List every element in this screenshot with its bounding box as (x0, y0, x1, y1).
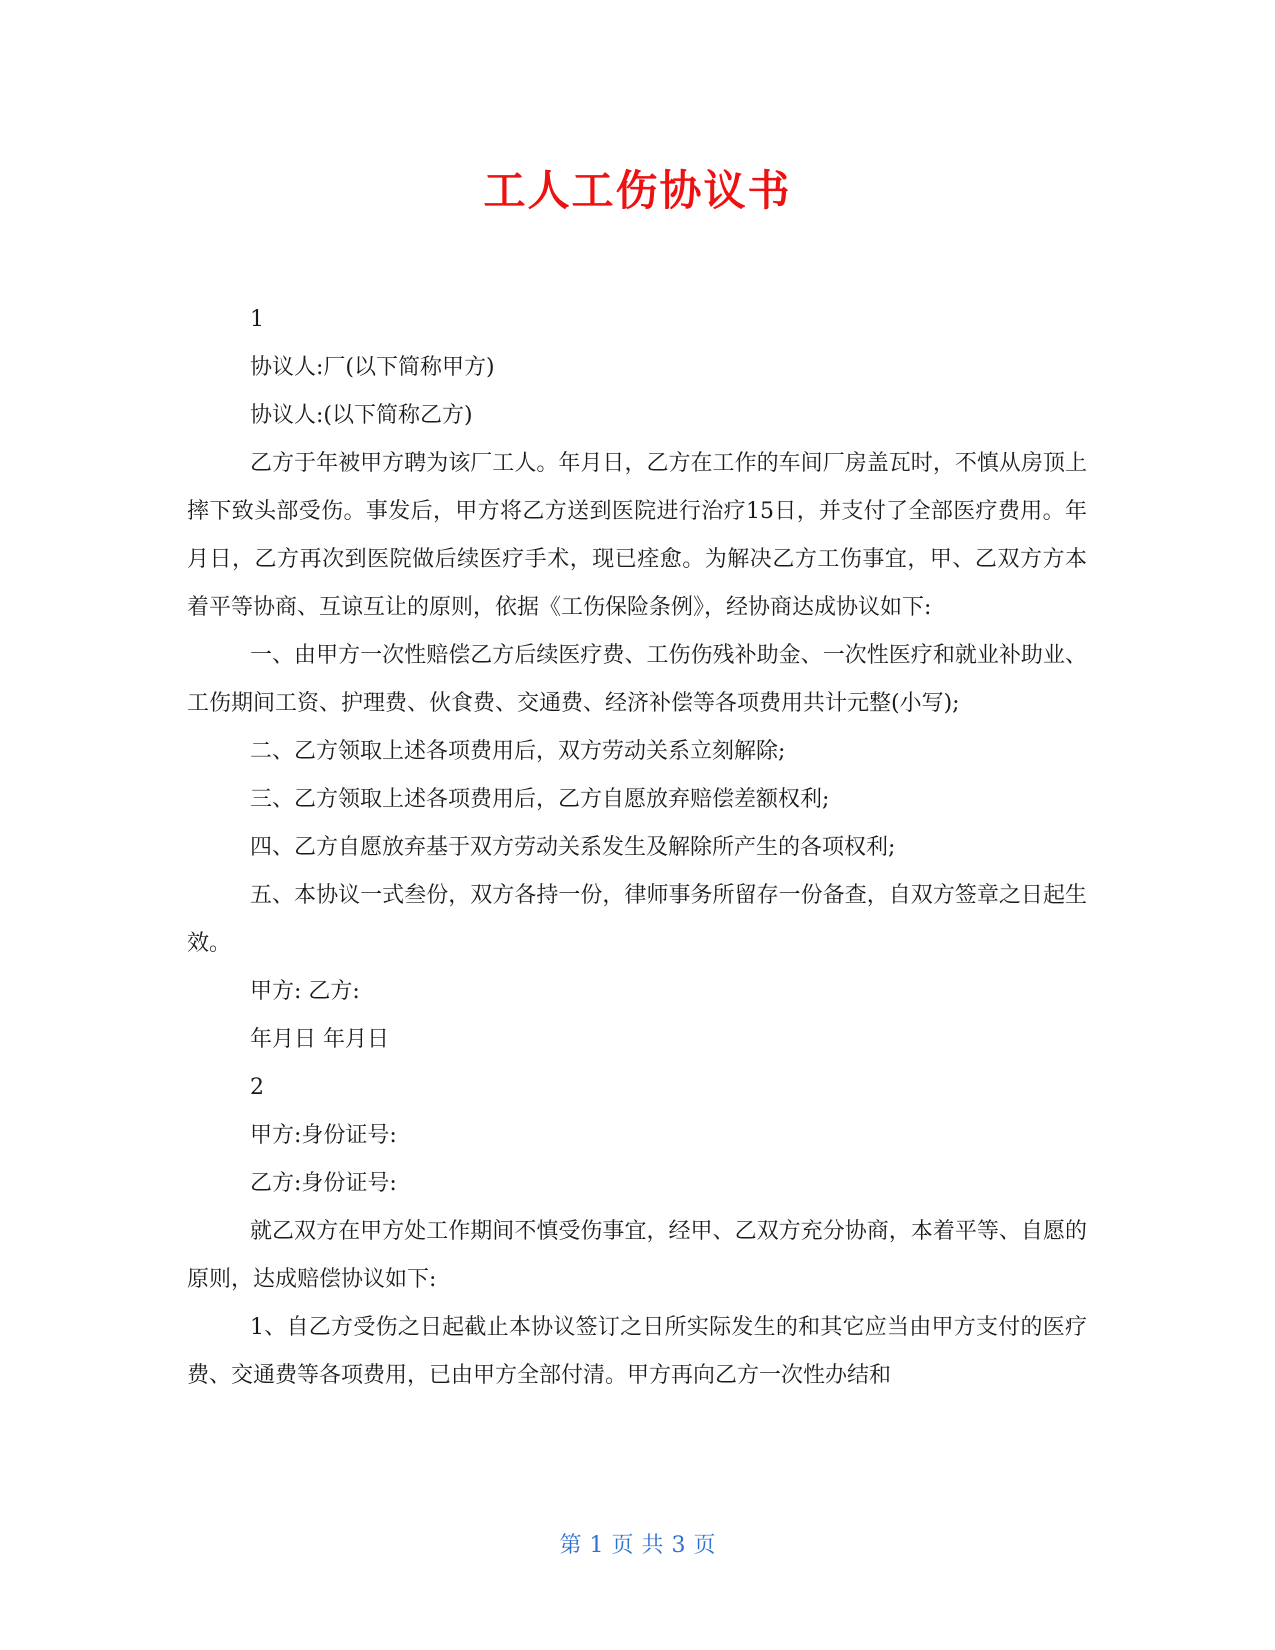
intro-paragraph: 就乙双方在甲方处工作期间不慎受伤事宜，经甲、乙双方充分协商，本着平等、自愿的原则，达成赔偿协议如下: (187, 1219, 1087, 1292)
footer-page-label: 第 (559, 1533, 582, 1558)
clause-2: 二、乙方领取上述各项费用后，双方劳动关系立刻解除; (250, 739, 786, 764)
clause-5: 五、本协议一式叁份，双方各持一份，律师事务所留存一份备查，自双方签章之日起生效。 (187, 883, 1087, 956)
party-a-line: 协议人:厂(以下简称甲方) (250, 355, 495, 380)
background-paragraph: 乙方于年被甲方聘为该厂工人。年月日，乙方在工作的车间厂房盖瓦时，不慎从房顶上摔下致头部受伤。事发后，甲方将乙方送到医院进行治疗15日，并支付了全部医疗费用。年月日，乙方再次到医院做后续医疗手术，现已痊愈。为解决乙方工伤事宜，甲、乙双方方本着平等协商、互谅互让的原则，依据《工伤保险条例》，经协商达成协议如下: (187, 451, 1087, 620)
signature-line: 甲方: 乙方: (250, 979, 360, 1004)
clause-3: 三、乙方领取上述各项费用后，乙方自愿放弃赔偿差额权利; (250, 787, 830, 812)
page-footer (0, 1528, 1275, 1559)
document-title: 工人工伤协议书 (483, 166, 792, 215)
footer-total-unit: 页 (693, 1533, 716, 1558)
party-a-id-line: 甲方:身份证号: (250, 1123, 397, 1148)
section-number: 2 (250, 1075, 264, 1100)
footer-page-unit: 页 (611, 1533, 634, 1558)
date-line: 年月日 年月日 (250, 1027, 389, 1052)
document-body (187, 296, 1087, 1400)
clause-1: 一、由甲方一次性赔偿乙方后续医疗费、工伤伤残补助金、一次性医疗和就业补助业、工伤期间工资、护理费、伙食费、交通费、经济补偿等各项费用共计元整(小写); (187, 643, 1087, 716)
section-number: 1 (250, 307, 264, 332)
footer-total-pages: 3 (671, 1533, 686, 1558)
clause-1: 1、自乙方受伤之日起截止本协议签订之日所实际发生的和其它应当由甲方支付的医疗费、交通费等各项费用，已由甲方全部付清。甲方再向乙方一次性办结和 (187, 1315, 1087, 1388)
clause-4: 四、乙方自愿放弃基于双方劳动关系发生及解除所产生的各项权利; (250, 835, 896, 860)
party-b-id-line: 乙方:身份证号: (250, 1171, 397, 1196)
footer-total-label: 共 (641, 1533, 664, 1558)
party-b-line: 协议人:(以下简称乙方) (250, 403, 473, 428)
footer-current-page: 1 (589, 1533, 604, 1558)
